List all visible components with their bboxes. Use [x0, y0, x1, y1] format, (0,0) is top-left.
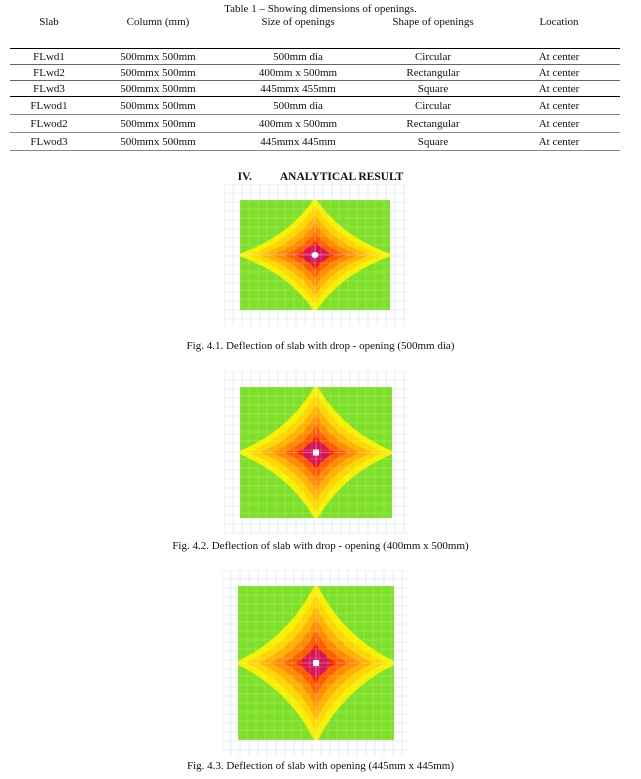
table-row: [10, 49, 620, 65]
cell-size: 445mmx 455mm: [228, 81, 368, 97]
deflection-contour-plot: [224, 184, 406, 326]
cell-column: 500mmx 500mm: [88, 49, 228, 65]
cell-shape: Circular: [368, 49, 498, 65]
table-caption: Table 1 – Showing dimensions of openings.: [224, 3, 417, 15]
col-header-column: Column (mm): [126, 16, 190, 28]
opening-marker: [312, 252, 319, 258]
table-row: [10, 133, 620, 151]
cell-column: 500mmx 500mm: [88, 65, 228, 81]
opening-marker: [313, 450, 319, 456]
section-heading: [0, 171, 641, 183]
cell-shape: Circular: [368, 97, 498, 115]
cell-column: 500mmx 500mm: [88, 81, 228, 97]
figure-caption: Fig. 4.2. Deflection of slab with drop - opening (400mm x 500mm): [172, 540, 469, 552]
table-row: [10, 65, 620, 81]
cell-slab: FLwod1: [10, 97, 88, 115]
cell-location: At center: [498, 49, 620, 65]
cell-column: 500mmx 500mm: [88, 133, 228, 151]
cell-column: 500mmx 500mm: [88, 97, 228, 115]
cell-size: 500mm dia: [228, 49, 368, 65]
col-header-slab: Slab: [39, 16, 59, 28]
cell-shape: Rectangular: [368, 65, 498, 81]
figure-4-1: [224, 184, 406, 326]
cell-shape: Rectangular: [368, 115, 498, 133]
deflection-contour-plot: [222, 570, 410, 756]
cell-location: At center: [498, 115, 620, 133]
figure-caption: Fig. 4.1. Deflection of slab with drop - opening (500mm dia): [186, 340, 455, 352]
cell-slab: FLwd1: [10, 49, 88, 65]
cell-location: At center: [498, 97, 620, 115]
figure-4-3: [222, 570, 410, 756]
figure-caption: Fig. 4.3. Deflection of slab with opening (445mm x 445mm): [186, 760, 455, 772]
figure-4-2: [224, 371, 408, 534]
cell-slab: FLwod3: [10, 133, 88, 151]
deflection-contour-plot: [224, 371, 408, 534]
cell-size: 400mm x 500mm: [228, 65, 368, 81]
section-title: ANALYTICAL RESULT: [279, 171, 404, 183]
cell-shape: Square: [368, 81, 498, 97]
col-header-location: Location: [539, 16, 579, 28]
table-row: [10, 115, 620, 133]
col-header-shape: Shape of openings: [392, 16, 474, 28]
cell-location: At center: [498, 65, 620, 81]
cell-size: 400mm x 500mm: [228, 115, 368, 133]
cell-slab: FLwd3: [10, 81, 88, 97]
cell-slab: FLwod2: [10, 115, 88, 133]
table-row: [10, 97, 620, 115]
cell-location: At center: [498, 133, 620, 151]
cell-location: At center: [498, 81, 620, 97]
cell-size: 445mmx 445mm: [228, 133, 368, 151]
section-number: IV.: [237, 171, 252, 183]
opening-marker: [313, 660, 319, 666]
cell-size: 500mm dia: [228, 97, 368, 115]
cell-slab: FLwd2: [10, 65, 88, 81]
cell-shape: Square: [368, 133, 498, 151]
table-row: [10, 81, 620, 97]
cell-column: 500mmx 500mm: [88, 115, 228, 133]
openings-table: [10, 16, 620, 151]
col-header-size: Size of openings: [261, 16, 335, 28]
